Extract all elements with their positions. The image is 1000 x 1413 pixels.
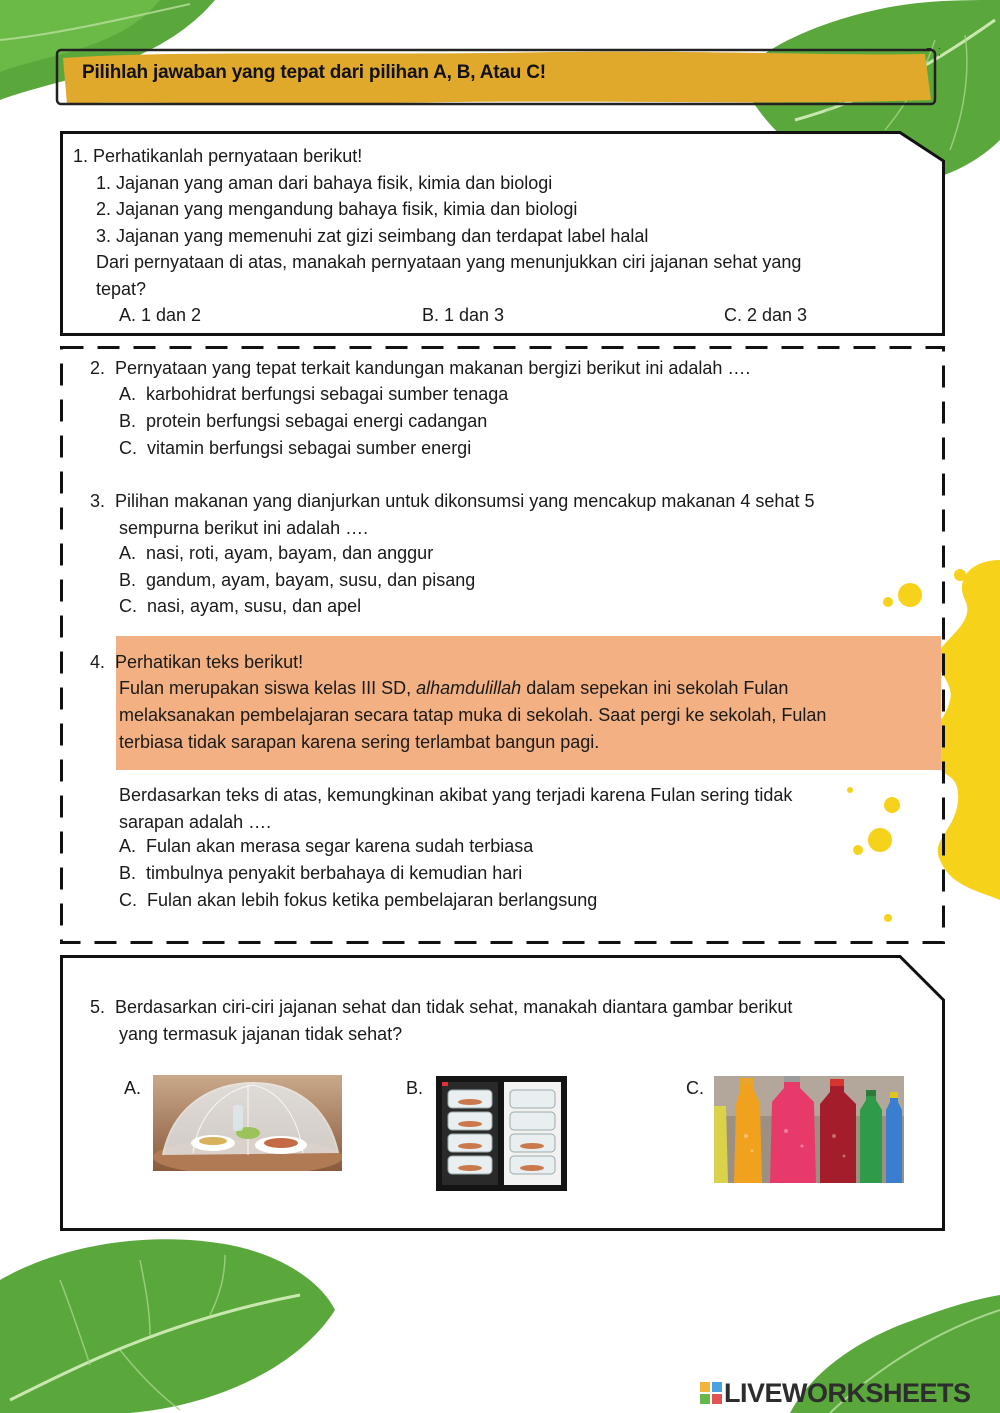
food-rack-image[interactable] <box>436 1076 567 1191</box>
question-2 <box>90 355 750 382</box>
question-3 <box>90 488 814 515</box>
option-letter: C. <box>119 890 137 910</box>
passage-line <box>119 675 788 702</box>
question-text: Berdasarkan ciri-ciri jajanan sehat dan tidak sehat, manakah diantara gambar berikut <box>115 997 793 1017</box>
option-text: karbohidrat berfungsi sebagai sumber tenaga <box>146 384 509 404</box>
answer-option-b[interactable] <box>119 411 487 432</box>
question-text: Pilihan makanan yang dianjurkan untuk dikonsumsi yang mencakup makanan 4 sehat 5 <box>115 491 815 511</box>
food-cover-image[interactable] <box>153 1075 342 1171</box>
answer-option-b[interactable] <box>119 570 475 591</box>
question-text-line: Berdasarkan teks di atas, kemungkinan akibat yang terjadi karena Fulan sering tidak <box>119 785 793 805</box>
option-text: protein berfungsi sebagai energi cadangan <box>146 411 488 431</box>
option-text: Fulan akan lebih fokus ketika pembelajaran berlangsung <box>147 890 598 910</box>
statement-item <box>96 170 552 197</box>
option-text: timbulnya penyakit berbahaya di kemudian hari <box>146 863 523 883</box>
question-prompt: Perhatikanlah pernyataan berikut! <box>93 146 363 166</box>
question-text-line: sempurna berikut ini adalah …. <box>119 518 369 538</box>
leaf-bottom-left-decoration <box>0 1225 340 1413</box>
question-number: 5. <box>90 997 106 1017</box>
soft-drinks-image[interactable] <box>714 1076 904 1183</box>
liveworksheets-logo <box>700 1378 971 1409</box>
answer-option-c[interactable] <box>119 596 361 617</box>
brand-name: LIVEWORKSHEETS <box>724 1378 971 1408</box>
answer-option-b[interactable] <box>119 863 522 884</box>
logo-icon <box>700 1380 722 1402</box>
statement-number: 2. <box>96 199 112 219</box>
answer-option-a[interactable] <box>119 384 508 405</box>
statement-item <box>96 223 648 250</box>
passage-text: dalam sepekan ini sekolah Fulan <box>521 678 789 698</box>
option-text: gandum, ayam, bayam, susu, dan pisang <box>146 570 476 590</box>
statement-text: Jajanan yang mengandung bahaya fisik, kimia dan biologi <box>116 199 578 219</box>
answer-option-a[interactable] <box>119 543 433 564</box>
question-number: 4. <box>90 652 106 672</box>
question-4 <box>90 649 303 676</box>
question-text-line: yang termasuk jajanan tidak sehat? <box>119 1024 403 1044</box>
answer-option-b[interactable]: B. 1 dan 3 <box>422 305 505 325</box>
option-letter: C. <box>119 438 137 458</box>
option-letter: A. <box>119 543 137 563</box>
statement-number: 1. <box>96 173 112 193</box>
option-letter: B. <box>119 863 137 883</box>
question-5 <box>90 994 792 1021</box>
question-text-line: tepat? <box>96 279 147 299</box>
image-option-b-label[interactable]: B. <box>406 1078 424 1098</box>
statement-number: 3. <box>96 226 112 246</box>
passage-line: melaksanakan pembelajaran secara tatap muka di sekolah. Saat pergi ke sekolah, Fulan <box>119 705 827 725</box>
question-text-line: Dari pernyataan di atas, manakah pernyataan yang menunjukkan ciri jajanan sehat yang <box>96 252 802 272</box>
option-letter: A. <box>119 836 137 856</box>
question-1 <box>73 143 362 170</box>
option-text: nasi, roti, ayam, bayam, dan anggur <box>146 543 434 563</box>
question-text-line: sarapan adalah …. <box>119 812 272 832</box>
passage-italic-text: alhamdulillah <box>416 678 522 698</box>
answer-option-a[interactable]: A. 1 dan 2 <box>119 305 202 325</box>
option-text: vitamin berfungsi sebagai sumber energi <box>147 438 472 458</box>
answer-option-c[interactable] <box>119 890 597 911</box>
option-letter: C. <box>119 596 137 616</box>
option-text: Fulan akan merasa segar karena sudah terbiasa <box>146 836 534 856</box>
option-letter: A. <box>119 384 137 404</box>
question-text: Pernyataan yang tepat terkait kandungan makanan bergizi berikut ini adalah …. <box>115 358 751 378</box>
statement-text: Jajanan yang aman dari bahaya fisik, kimia dan biologi <box>116 173 553 193</box>
option-letter: B. <box>119 570 137 590</box>
image-option-c-label[interactable]: C. <box>686 1078 704 1098</box>
passage-line: terbiasa tidak sarapan karena sering terlambat bangun pagi. <box>119 732 600 752</box>
option-letter: B. <box>119 411 137 431</box>
option-text: nasi, ayam, susu, dan apel <box>147 596 362 616</box>
question-number: 1. <box>73 146 89 166</box>
statement-item <box>96 196 577 223</box>
instruction-title: Pilihlah jawaban yang tepat dari pilihan A, B, Atau C! <box>82 62 546 83</box>
question-number: 3. <box>90 491 106 511</box>
passage-text: Fulan merupakan siswa kelas III SD, <box>119 678 417 698</box>
answer-option-c[interactable]: C. 2 dan 3 <box>724 305 808 325</box>
statement-text: Jajanan yang memenuhi zat gizi seimbang dan terdapat label halal <box>116 226 649 246</box>
question-prompt: Perhatikan teks berikut! <box>115 652 304 672</box>
question-number: 2. <box>90 358 106 378</box>
image-option-a-label[interactable]: A. <box>124 1078 142 1098</box>
answer-option-c[interactable] <box>119 438 471 459</box>
answer-option-a[interactable] <box>119 836 533 857</box>
